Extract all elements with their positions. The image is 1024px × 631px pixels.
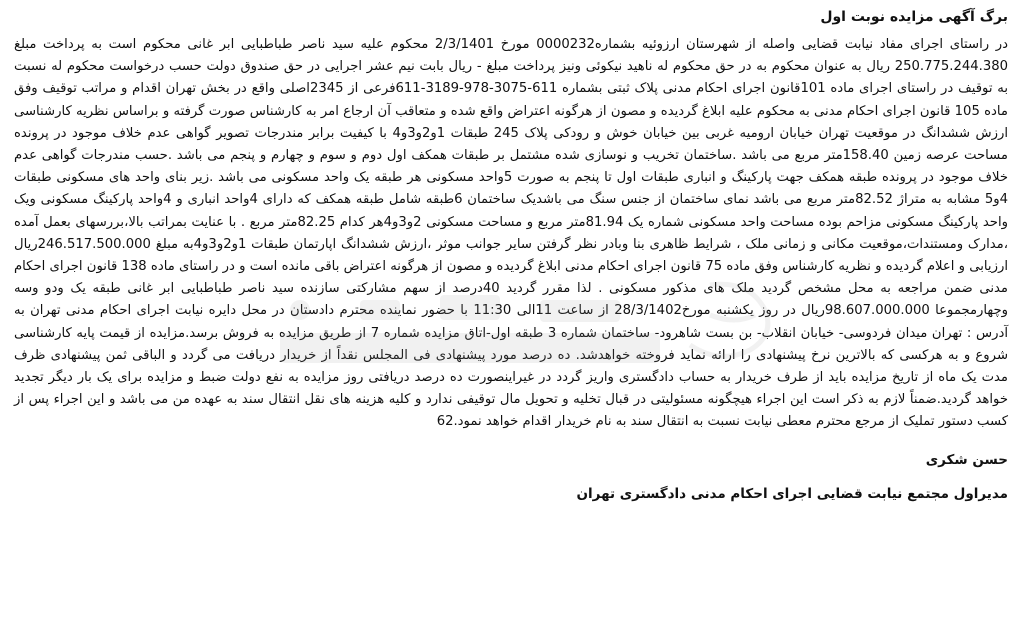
- notice-body: در راستای اجرای مفاد نیابت قضایی واصله از شهرستان ارزوئیه بشماره0000232 مورخ 2/3/1401 محکوم علیه سید ناصر طباطبایی ابر غانی محکوم است به پرداخت مبلغ 250.775.244.380 ریال به عنوان محکوم به در حق محکوم له ناهید نیکوئی ونیز پرداخت مبلغ - ریال بابت نیم عشر اجرایی در حق صندوق دولت حسب درخواست محکوم له نسبت به توقیف در راستای اجرای ماده 101قانون اجرای احکام مدنی پلاک ثبتی بشماره 611-3075-978-3189-611فرعی از 2345اصلی واقع در بخش تهران اقدام و مراتب توقیف وفق ماده 105 قانون اجرای احکام مدنی به محکوم علیه ابلاغ گردیده و مصون از هرگونه اعتراض واقع شده و متعاقب آن ارجاع امر به کارشناس صورت گرفته و براساس نظریه کارشناسی ارزش ششدانگ در موقعیت تهران خیابان ارومیه غربی بین خیابان خوش و رودکی پلاک 245 طبقات 1و2و3و4 با کیفیت برابر مندرجات تصویر گواهی عدم خلاف موجود در پرونده مساحت عرصه زمین 158.40متر مربع می باشد .ساختمان تخریب و نوسازی شده مشتمل بر طبقات همکف اول دوم و سوم و چهارم و پنجم می باشد .حسب مندرجات گواهی عدم خلاف موجود در پرونده طبقه همکف جهت پارکینگ و انباری طبقات اول تا پنجم به صورت 5واحد مسکونی هر طبقه یک واحد مسکونی می باشد .زیر بنای واحد های مسکونی طبقات 4و5 مشابه به متراژ 82.52متر مربع می باشد نمای ساختمان از جنس سنگ می باشدیک ساختمان 6طبقه شامل طبقه همکف که دارای 4واحد انباری و 4واحد پارکینگ مسکونی ویک واحد پارکینگ مسکونی مزاحم بوده مساحت واحد مسکونی شماره یک 81.94متر مربع و مساحت مسکونی 2و3و4هر کدام 82.25متر مربع . با عنایت بمراتب بالا،بررسهای بعمل آمده ،مدارک ومستندات،موقعیت مکانی و زمانی ملک ، شرایط ظاهری بنا وبادر نظر گرفتن سایر جوانب موثر ،ارزش ششدانگ اپارتمان طبقات 1و2و3و4به مبلغ 246.517.500.000ریال ارزیابی و اعلام گردیده و نظریه کارشناس وفق ماده 75 قانون اجرای احکام مدنی ابلاغ گردیده و مصون از هرگونه اعتراض باقی مانده است و در راستای ماده 138 قانون اجرای احکام مدنی ضمن مراجعه به محل مشخص گردید ملک های مذکور مسکونی . لذا مقرر گردید 40درصد از سهم مشارکتی سازنده سید ناصر طباطبایی ابر غانی طبقه یک ودو وسه وچهارمجموعا 98.607.000.000ریال در روز یکشنبه مورخ28/3/1402 از ساعت 11الی 11:30 با حضور نماینده محترم دادستان در محل دایره نیابت اجرای احکام مدنی تهران به آدرس : تهران میدان فردوسی- خیابان انقلاب- بن بست شاهرود- ساختمان شماره 3 طبقه اول-اتاق مزایده شماره 7 از طریق مزایده به فروش برسد.مزایده از قیمت پایه کارشناسی شروع و به هرکسی که بالاترین نرخ پیشنهادی را ارائه نماید فروخته خواهدشد. ده درصد مورد پیشنهادی فی المجلس نقداً از خریدار دریافت می گردد و الباقی ثمن پیشنهادی ظرف مدت یک ماه از تاریخ مزایده باید از طرف خریدار به حساب دادگستری واریز گردد در غیراینصورت ده درصد دریافتی روز مزایده به نفع دولت ضبط و مزایده برای یک بار دیگر تجدید خواهد گردید.ضمناً لازم به ذکر است این اجراء هیچگونه مسئولیتی در قبال تخلیه و تحویل مال توقیفی ندارد و کلیه هزینه های نقل انتقال سند به عهده من می باشد و این اجراء پس از کسب دستور تملیک از مرجع محترم معطی نیابت نسبت به انتقال سند به نام خریدار اقدام خواهد نمود.62: [14, 37, 1009, 430]
- signer-name: حسن شکری: [925, 451, 1008, 468]
- signer-title: مدیراول مجتمع نیابت قضایی اجرای احکام مدنی دادگستری تهران: [576, 485, 1008, 502]
- notice-title: برگ آگهی مزایده نوبت اول: [820, 9, 1008, 25]
